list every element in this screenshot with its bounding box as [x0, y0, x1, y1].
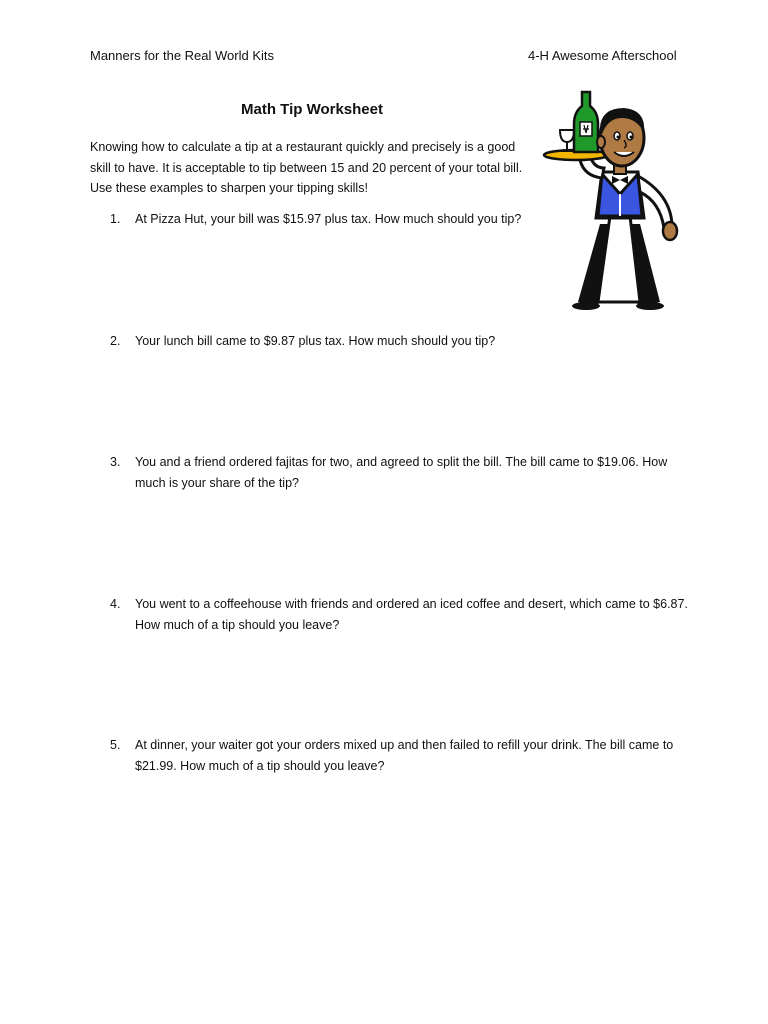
question-number: 3.	[110, 455, 121, 469]
question-3	[110, 452, 690, 493]
question-text: You went to a coffeehouse with friends and ordered an iced coffee and desert, which came to $6.87. How much of a tip should you leave?	[135, 597, 688, 632]
question-number: 5.	[110, 738, 121, 752]
question-2	[110, 331, 690, 352]
question-4	[110, 594, 690, 635]
question-text: Your lunch bill came to $9.87 plus tax. How much should you tip?	[135, 334, 496, 348]
question-number: 2.	[110, 334, 121, 348]
intro-paragraph: Knowing how to calculate a tip at a restaurant quickly and precisely is a good skill to have. It is acceptable to tip between 15 and 20 percent of your total bill. Use these examples to sharpen your tipping skills!	[90, 140, 523, 195]
question-number: 4.	[110, 597, 121, 611]
question-number: 1.	[110, 212, 121, 226]
question-text: At Pizza Hut, your bill was $15.97 plus tax. How much should you tip?	[135, 212, 522, 226]
question-text: At dinner, your waiter got your orders mixed up and then failed to refill your drink. The bill came to $21.99. How much of a tip should you leave?	[135, 738, 674, 773]
question-text: You and a friend ordered fajitas for two, and agreed to split the bill. The bill came to $19.06. How much is your share of the tip?	[135, 455, 668, 490]
header-left: Manners for the Real World Kits	[90, 48, 274, 63]
header-right: 4-H Awesome Afterschool	[528, 48, 677, 63]
waiter-illustration-icon	[540, 84, 696, 314]
question-5	[110, 735, 690, 776]
worksheet-title: Math Tip Worksheet	[241, 101, 383, 118]
